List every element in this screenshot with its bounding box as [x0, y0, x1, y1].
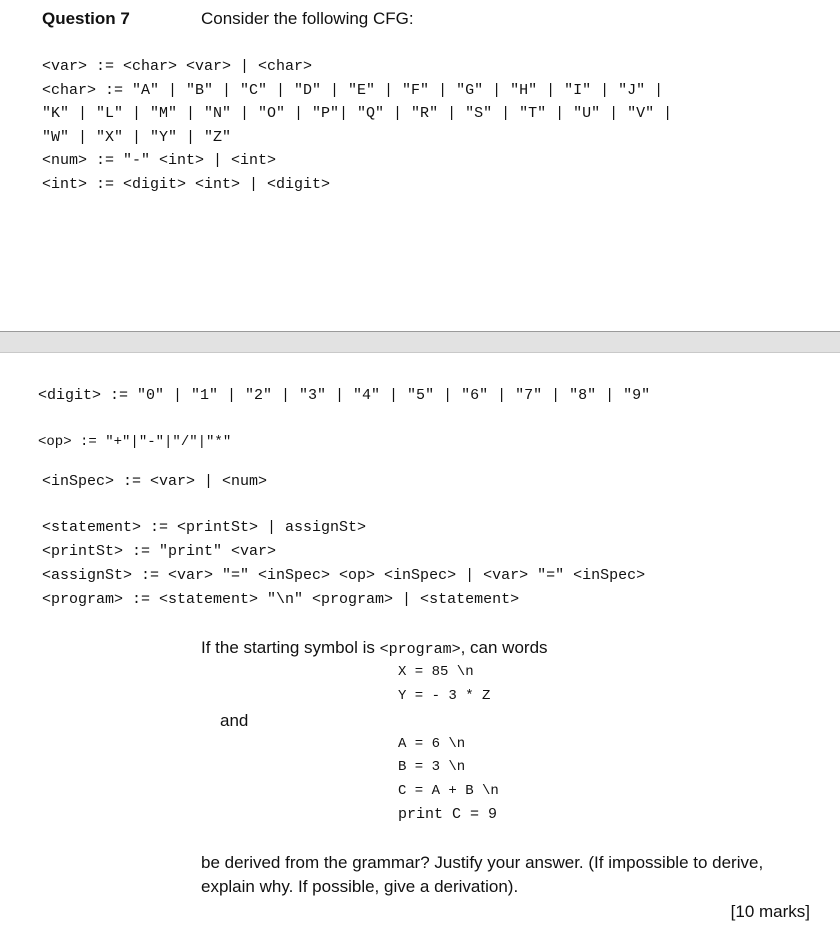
grammar-rule-char: <char> := "A" | "B" | "C" | "D" | "E" | "F" | "G" | "H" | "I" | "J" |	[42, 82, 664, 99]
word2-line1: A = 6 \n	[398, 736, 466, 752]
grammar-rule-int: <int> := <digit> <int> | <digit>	[42, 176, 331, 193]
word2-line3: C = A + B \n	[398, 783, 499, 799]
grammar-rule-digit: <digit> := "0" | "1" | "2" | "3" | "4" | "5" | "6" | "7" | "8" | "9"	[38, 387, 651, 404]
word2-line4: print C = 9	[398, 806, 498, 823]
grammar-rule-statement: <statement> := <printSt> | assignSt>	[42, 519, 367, 536]
grammar-rule-char-cont1: "K" | "L" | "M" | "N" | "O" | "P"| "Q" | "R" | "S" | "T" | "U" | "V" |	[42, 105, 673, 122]
marks-label: [10 marks]	[730, 902, 810, 921]
word2-line2: B = 3 \n	[398, 759, 466, 775]
closing-line-1: be derived from the grammar? Justify your answer. (If impossible to derive,	[201, 853, 764, 872]
grammar-rule-printst: <printSt> := "print" <var>	[42, 543, 277, 560]
grammar-rule-char-cont2: "W" | "X" | "Y" | "Z"	[42, 129, 232, 146]
question-label: Question 7	[42, 9, 130, 28]
grammar-rule-assignst: <assignSt> := <var> "=" <inSpec> <op> <inSpec> | <var> "=" <inSpec>	[42, 567, 646, 584]
start-symbol: <program>	[379, 641, 461, 658]
grammar-rule-var: <var> := <char> <var> | <char>	[42, 58, 313, 75]
question-prompt	[201, 638, 548, 658]
question-intro: Consider the following CFG:	[201, 9, 414, 28]
grammar-rule-op: <op> := "+"|"-"|"/"|"*"	[38, 434, 232, 450]
question-prefix: If the starting symbol is	[201, 638, 380, 657]
word1-line2: Y = - 3 * Z	[398, 688, 491, 704]
and-label: and	[220, 711, 249, 730]
word1-line1: X = 85 \n	[398, 664, 474, 680]
grammar-rule-num: <num> := "-" <int> | <int>	[42, 152, 277, 169]
question-suffix: , can words	[460, 638, 548, 657]
grammar-rule-inspec: <inSpec> := <var> | <num>	[42, 473, 268, 490]
closing-line-2: explain why. If possible, give a derivation).	[201, 877, 519, 896]
grammar-rule-program: <program> := <statement> "\n" <program> | <statement>	[42, 591, 520, 608]
page-divider	[0, 331, 840, 353]
